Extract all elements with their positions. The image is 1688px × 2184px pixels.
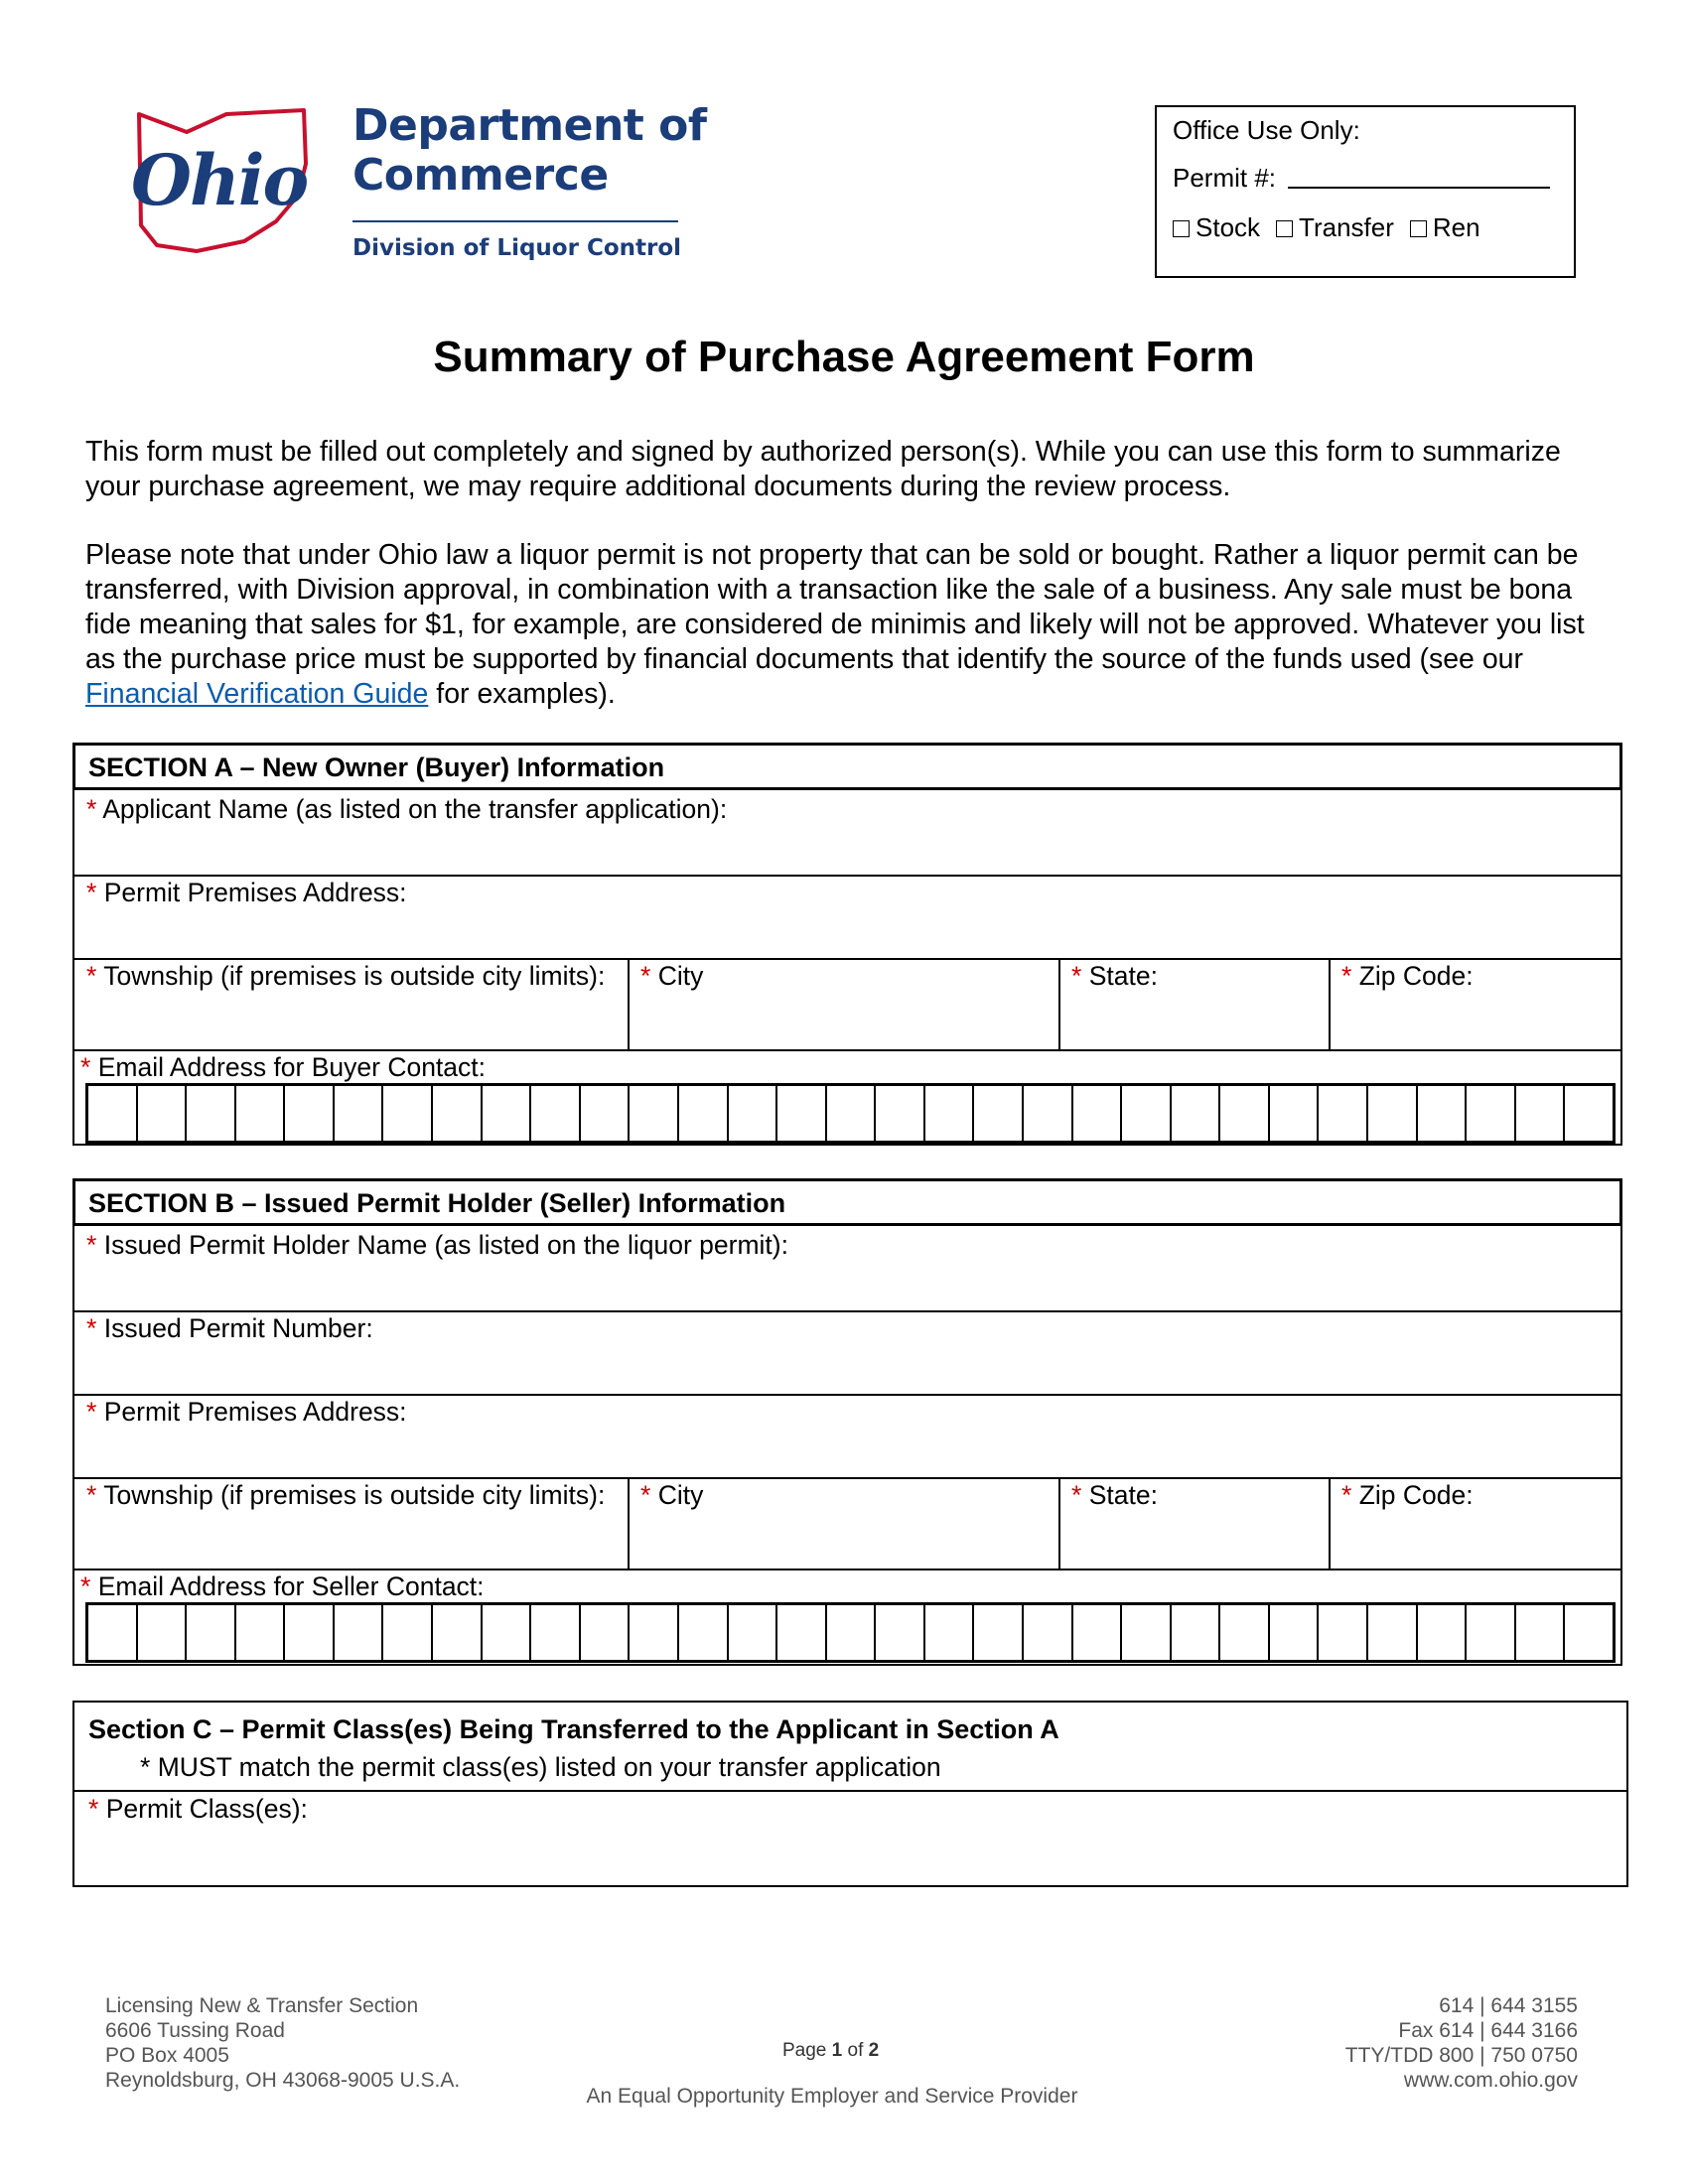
seller-email-label: Email Address for Seller Contact: bbox=[97, 1571, 485, 1601]
section-a-buyer bbox=[72, 743, 1622, 1146]
office-use-box bbox=[1155, 105, 1576, 278]
footer-contact bbox=[1345, 1993, 1578, 2093]
required-mark: * bbox=[80, 1052, 91, 1082]
required-mark: * bbox=[1341, 961, 1352, 991]
holder-name-label: Issued Permit Holder Name (as listed on the liquor permit): bbox=[103, 1230, 788, 1260]
divider bbox=[74, 1310, 1620, 1312]
ren-option[interactable] bbox=[1410, 212, 1480, 243]
divider bbox=[74, 1049, 1620, 1051]
section-c-note-text: MUST match the permit class(es) listed on your transfer application bbox=[157, 1752, 941, 1782]
state-label: State: bbox=[1088, 961, 1158, 991]
seller-city-label: City bbox=[657, 1480, 704, 1510]
divider bbox=[1329, 1477, 1331, 1569]
seller-township-field[interactable] bbox=[86, 1480, 605, 1511]
footer-address-line: PO Box 4005 bbox=[105, 2044, 229, 2067]
footer-website[interactable]: www.com.ohio.gov bbox=[1403, 2069, 1578, 2092]
footer-address bbox=[105, 1993, 460, 2093]
transfer-label: Transfer bbox=[1299, 212, 1394, 242]
zip-label: Zip Code: bbox=[1358, 961, 1474, 991]
premises-address-label: Permit Premises Address: bbox=[103, 878, 407, 907]
required-mark: * bbox=[80, 1571, 91, 1601]
section-b-seller bbox=[72, 1178, 1622, 1666]
divider bbox=[1058, 958, 1060, 1049]
footer-phone: 614 | 644 3155 bbox=[1439, 1994, 1578, 2017]
stock-option[interactable] bbox=[1173, 212, 1260, 243]
required-mark: * bbox=[86, 1313, 97, 1343]
checkbox-icon[interactable] bbox=[1276, 220, 1293, 237]
page-prefix: Page bbox=[782, 2040, 832, 2061]
divider bbox=[74, 1569, 1620, 1570]
seller-state-field[interactable] bbox=[1071, 1480, 1158, 1511]
financial-verification-guide-link[interactable]: Financial Verification Guide bbox=[85, 678, 429, 710]
section-c-permit-classes bbox=[72, 1701, 1628, 1887]
seller-state-label: State: bbox=[1088, 1480, 1158, 1510]
seller-city-field[interactable] bbox=[640, 1480, 703, 1511]
section-b-header: SECTION B – Issued Permit Holder (Seller) Information bbox=[72, 1178, 1622, 1226]
required-mark: * bbox=[640, 1480, 651, 1510]
divider bbox=[74, 1477, 1620, 1479]
section-c-header: Section C – Permit Class(es) Being Transferred to the Applicant in Section A bbox=[88, 1714, 1059, 1744]
logo-wordmark: Ohio bbox=[131, 139, 308, 221]
stock-label: Stock bbox=[1196, 212, 1261, 242]
holder-name-field[interactable] bbox=[86, 1230, 788, 1261]
applicant-name-label: Applicant Name (as listed on the transfer application): bbox=[102, 794, 728, 824]
seller-township-label: Township (if premises is outside city limits): bbox=[103, 1480, 606, 1510]
page-number bbox=[782, 2038, 879, 2063]
city-label: City bbox=[657, 961, 704, 991]
intro-text: Please note that under Ohio law a liquor permit is not property that can be sold or bought. Rather a liquor permit can be transferred, with Division approval, in combination with a transaction like the sale of a business. Any sale must be bona fide meaning that sales for $1, for example, are considered de minimis and likely will not be approved. Whatever you list as the purchase price must be supported by financial documents that identify the source of the funds used (see our bbox=[85, 539, 1585, 675]
note-mark: * bbox=[140, 1752, 151, 1782]
footer-tty: TTY/TDD 800 | 750 0750 bbox=[1344, 2044, 1578, 2067]
divider bbox=[74, 1394, 1620, 1396]
office-use-title: Office Use Only: bbox=[1173, 115, 1360, 145]
equal-opportunity-statement: An Equal Opportunity Employer and Service Provider bbox=[586, 2085, 1078, 2108]
seller-email-character-grid[interactable] bbox=[85, 1602, 1616, 1663]
required-mark: * bbox=[86, 1480, 97, 1510]
permit-number-field[interactable] bbox=[1288, 187, 1550, 189]
zip-field[interactable] bbox=[1341, 961, 1474, 992]
footer-address-line: Reynoldsburg, OH 43068-9005 U.S.A. bbox=[105, 2069, 461, 2092]
ren-label: Ren bbox=[1432, 212, 1480, 242]
divider bbox=[628, 1477, 630, 1569]
seller-email-label-row bbox=[80, 1571, 485, 1602]
permit-number-label: Permit #: bbox=[1173, 163, 1277, 193]
section-a-header: SECTION A – New Owner (Buyer) Information bbox=[72, 743, 1622, 790]
required-mark: * bbox=[640, 961, 651, 991]
intro-paragraph-2 bbox=[85, 538, 1615, 712]
intro-text-end: for examples). bbox=[428, 678, 616, 710]
department-line-1: Department of bbox=[352, 100, 707, 151]
permit-classes-field[interactable] bbox=[88, 1794, 308, 1825]
divider bbox=[74, 875, 1620, 877]
required-mark: * bbox=[86, 961, 97, 991]
city-field[interactable] bbox=[640, 961, 703, 992]
footer-fax: Fax 614 | 644 3166 bbox=[1398, 2019, 1578, 2042]
buyer-email-character-grid[interactable] bbox=[85, 1083, 1616, 1144]
division-name: Division of Liquor Control bbox=[352, 235, 682, 261]
divider bbox=[74, 958, 1620, 960]
township-field[interactable] bbox=[86, 961, 605, 992]
transfer-option[interactable] bbox=[1276, 212, 1394, 243]
required-mark: * bbox=[88, 1794, 99, 1824]
divider bbox=[628, 958, 630, 1049]
state-field[interactable] bbox=[1071, 961, 1158, 992]
required-mark: * bbox=[86, 1397, 97, 1427]
seller-zip-field[interactable] bbox=[1341, 1480, 1474, 1511]
required-mark: * bbox=[86, 794, 97, 824]
required-mark: * bbox=[86, 878, 97, 907]
buyer-email-label-row bbox=[80, 1052, 486, 1083]
seller-zip-label: Zip Code: bbox=[1358, 1480, 1474, 1510]
applicant-name-field[interactable] bbox=[86, 794, 727, 825]
township-label: Township (if premises is outside city limits): bbox=[103, 961, 606, 991]
divider bbox=[1329, 958, 1331, 1049]
permit-number-field[interactable] bbox=[86, 1313, 373, 1344]
checkbox-icon[interactable] bbox=[1410, 220, 1427, 237]
department-name bbox=[352, 101, 707, 201]
footer-address-line: Licensing New & Transfer Section bbox=[105, 1994, 419, 2017]
required-mark: * bbox=[86, 1230, 97, 1260]
premises-address-field[interactable] bbox=[86, 878, 407, 908]
permit-classes-label: Permit Class(es): bbox=[105, 1794, 308, 1824]
required-mark: * bbox=[1071, 961, 1082, 991]
divider bbox=[1058, 1477, 1060, 1569]
department-line-2: Commerce bbox=[352, 150, 609, 201]
page-of: of bbox=[842, 2040, 869, 2061]
permit-number-label: Issued Permit Number: bbox=[103, 1313, 373, 1343]
permit-type-options bbox=[1173, 212, 1480, 243]
seller-premises-address-field[interactable] bbox=[86, 1397, 407, 1428]
divider bbox=[74, 1790, 1626, 1792]
checkbox-icon[interactable] bbox=[1173, 220, 1190, 237]
seller-premises-address-label: Permit Premises Address: bbox=[103, 1397, 407, 1427]
section-c-note bbox=[140, 1752, 941, 1783]
required-mark: * bbox=[1071, 1480, 1082, 1510]
logo-divider bbox=[352, 220, 678, 222]
page-total: 2 bbox=[868, 2040, 880, 2061]
intro-paragraph-1: This form must be filled out completely and signed by authorized person(s). While you can use this form to summarize your purchase agreement, we may require additional documents during the review process. bbox=[85, 436, 1561, 502]
page-title: Summary of Purchase Agreement Form bbox=[433, 333, 1255, 381]
required-mark: * bbox=[1341, 1480, 1352, 1510]
footer-address-line: 6606 Tussing Road bbox=[105, 2019, 285, 2042]
page-current: 1 bbox=[831, 2040, 843, 2061]
buyer-email-label: Email Address for Buyer Contact: bbox=[97, 1052, 487, 1082]
